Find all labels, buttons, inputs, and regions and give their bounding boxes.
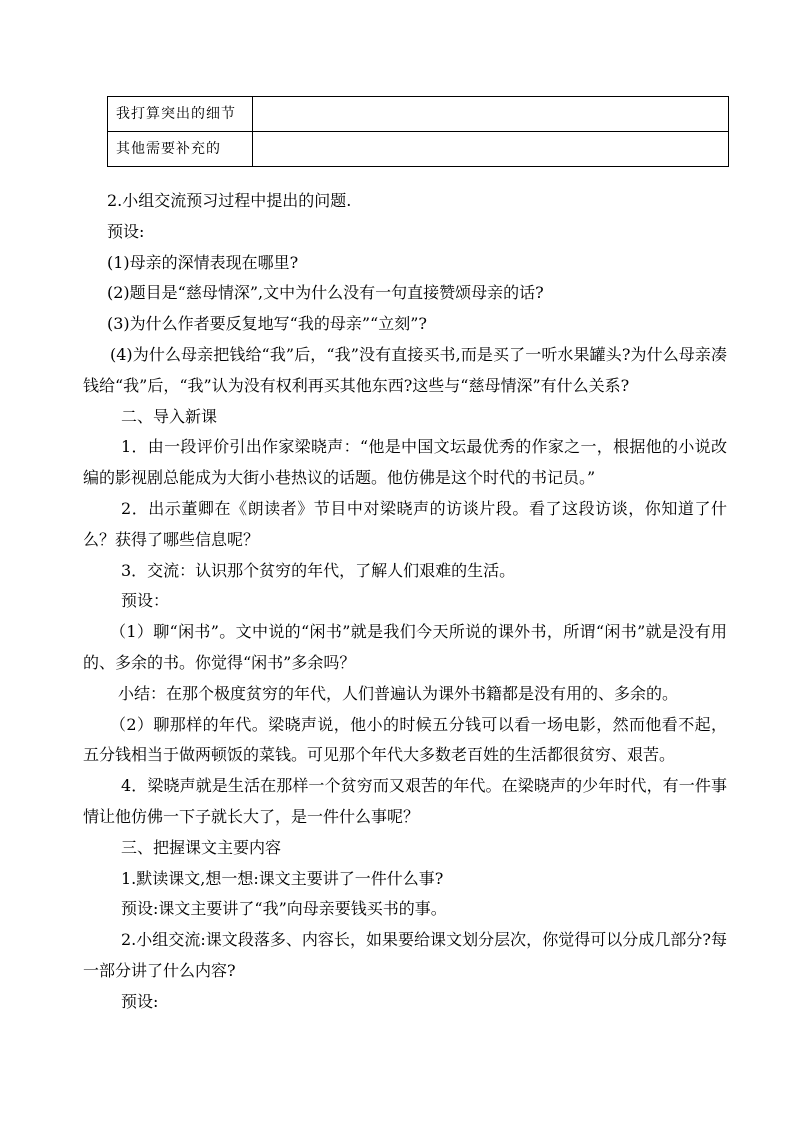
paragraph: 2.小组交流预习过程中提出的问题.	[107, 191, 352, 210]
planning-table	[107, 96, 729, 167]
paragraph: 预设:	[107, 221, 145, 241]
table-row	[108, 132, 729, 167]
paragraph: 2．出示董卿在《朗读者》节目中对梁晓声的访谈片段。看了这段访谈，你知道了什么？获得了哪些信息呢？	[83, 498, 727, 549]
lesson-content	[83, 186, 727, 1018]
paragraph: 2.小组交流:课文段落多、内容长，如果要给课文划分层次，你觉得可以分成几部分?每一部分讲了什么内容?	[83, 930, 727, 980]
table-row-value	[253, 97, 729, 132]
paragraph: 4．梁晓声就是生活在那样一个贫穷而又艰苦的年代。在梁晓声的少年时代，有一件事情让他仿佛一下子就长大了，是一件什么事呢？	[83, 776, 727, 826]
paragraph: 预设：	[121, 591, 170, 611]
table-row	[108, 97, 729, 132]
paragraph: 1．由一段评价引出作家梁晓声：“他是中国文坛最优秀的作家之一，根据他的小说改编的影视剧总能成为大街小巷热议的话题。他仿佛是这个时代的书记员。”	[83, 437, 727, 488]
paragraph: 1.默读课文,想一想:课文主要讲了一件什么事?	[121, 868, 444, 888]
paragraph: （1）聊“闲书”。文中说的“闲书”就是我们今天所说的课外书，所谓“闲书”就是没有用的、多余的书。你觉得“闲书”多余吗？	[83, 622, 727, 672]
section-heading: 三、把握课文主要内容	[121, 837, 282, 857]
paragraph: (4)为什么母亲把钱给“我”后，“我”没有直接买书,而是买了一听水果罐头?为什么母亲凑钱给“我”后，“我”认为没有权利再买其他东西?这些与“慈母情深”有什么关系?	[83, 344, 727, 395]
paragraph: (2)题目是“慈母情深”,文中为什么没有一句直接赞颂母亲的话?	[107, 283, 544, 303]
paragraph: (1)母亲的深情表现在哪里?	[107, 252, 299, 272]
paragraph: (3)为什么作者要反复地写“我的母亲”“立刻”?	[107, 314, 427, 334]
section-heading: 二、导入新课	[121, 406, 218, 426]
paragraph: 小结：在那个极度贫穷的年代，人们普遍认为课外书籍都是没有用的、多余的。	[118, 683, 679, 703]
table-row-label: 其他需要补充的	[108, 132, 253, 167]
table-row-label: 我打算突出的细节	[108, 97, 253, 132]
table-row-value	[253, 132, 729, 167]
paragraph: 预设:课文主要讲了“我”向母亲要钱买书的事。	[121, 899, 447, 919]
paragraph: （2）聊那样的年代。梁晓声说，他小的时候五分钱可以看一场电影，然而他看不起，五分钱相当于做两顿饭的菜钱。可见那个年代大多数老百姓的生活都很贫穷、艰苦。	[83, 714, 727, 765]
paragraph: 3．交流：认识那个贫穷的年代，了解人们艰难的生活。	[121, 560, 516, 580]
paragraph: 预设:	[121, 991, 159, 1011]
